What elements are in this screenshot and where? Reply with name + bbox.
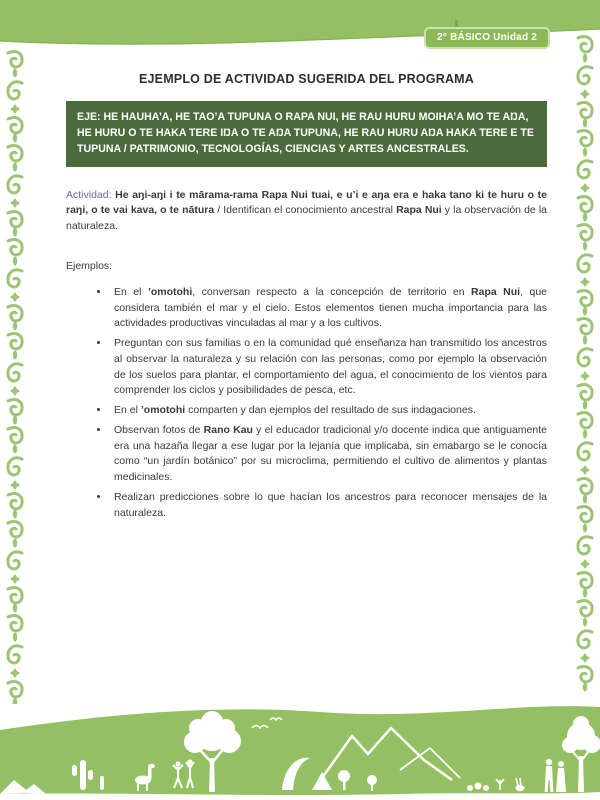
list-item xyxy=(110,336,547,399)
text-segment: He aŋi-aŋi i te mārama-rama Rapa Nui tuai, e u’i e aŋa era e haka tano ki te huru o te raŋi, o te vai kava, o te nātura xyxy=(66,188,547,217)
text-segment: , conversan respecto a la concepción de territorio en xyxy=(192,285,472,298)
text-segment: , que considera también el mar y el cielo. Estos elementos tienen mucha importancia para las actividades productivas vinculadas al mar y a los cultivos. xyxy=(114,285,548,330)
left-koru-ornament-icon xyxy=(5,48,25,704)
text-segment: Actividad: xyxy=(66,188,116,201)
text-segment: En el xyxy=(114,404,141,417)
text-segment: ’omotohi xyxy=(147,285,193,298)
text-segment: Rano Kau xyxy=(203,423,253,436)
list-item xyxy=(110,423,547,486)
text-segment: comparten y dan ejemplos del resultado de sus indagaciones. xyxy=(185,404,476,417)
text-segment: Preguntan con sus familias o en la comunidad qué enseñanza han transmitido los ancestros al observar la naturaleza y su relación con las personas, como por ejemplo la observación de los suelos para plantar, el comportamiento del agua, el conocimiento de los vientos para comprender los ciclos y posibilidades de pesca, etc. xyxy=(114,337,547,397)
eje-banner: EJE: HE HAUHA’A, HE TAO’A TUPUNA O RAPA NUI, HE RAU HURU MOIHA’A MO TE AŊA, HE HURU O TE HAKA TERE IŊA O TE AŊA TUPUNA, HE RAU HURU AŊA HAKA TERE E TE TUPUNA / PATRIMONIO, TECNOLOGÍAS, CIENCIAS Y ARTES ANCESTRALES. xyxy=(66,101,547,167)
content-column xyxy=(66,72,547,525)
examples-list xyxy=(66,285,547,522)
text-segment: y la observación de la naturaleza. xyxy=(66,204,548,233)
text-segment: ’omotohi xyxy=(140,404,186,417)
list-item xyxy=(110,285,547,332)
list-item xyxy=(110,490,547,522)
activity-paragraph xyxy=(66,188,547,235)
text-segment: Realizan predicciones sobre lo que hacían los ancestros para reconocer mensajes de la naturaleza. xyxy=(114,490,547,519)
examples-heading: Ejemplos: xyxy=(66,259,113,272)
text-segment: En el xyxy=(114,285,148,298)
text-segment: y el educador tradicional y/o docente indica que antiguamente era una hazaña llegar a ese lugar por la lejanía que implicaba, sin emabargo se le conocía como “un jardín botánico” por su microclima, permitiendo el cultivo de alimentos y plantas medicinales. xyxy=(114,423,547,484)
text-segment: Observan fotos de xyxy=(114,423,204,436)
page-title: EJEMPLO DE ACTIVIDAD SUGERIDA DEL PROGRAMA xyxy=(138,72,475,86)
list-item xyxy=(110,403,547,419)
unit-badge: 2° BÁSICO Unidad 2 xyxy=(424,27,550,49)
right-koru-ornament-icon xyxy=(575,33,595,693)
text-segment: Rapa Nui xyxy=(396,204,442,217)
footer-illustration xyxy=(0,700,600,800)
text-segment: / Identifican el conocimiento ancestral xyxy=(214,204,397,217)
text-segment: Rapa Nui xyxy=(471,285,521,298)
